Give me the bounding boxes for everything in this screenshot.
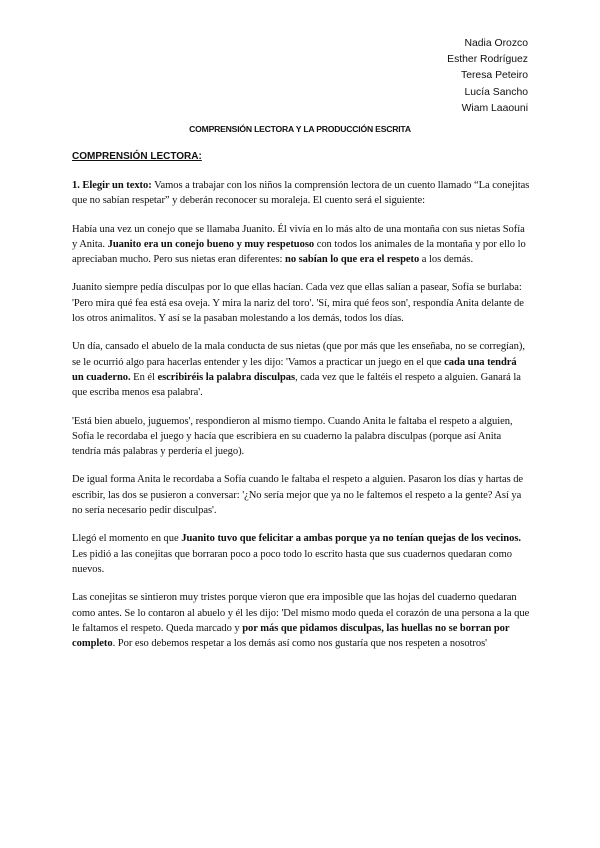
- paragraph: [72, 590, 530, 651]
- bold-text: no sabían lo que era el respeto: [285, 254, 420, 266]
- author-list: [447, 36, 528, 117]
- bold-text: cada una tendrá un cuaderno.: [72, 356, 517, 383]
- text-run: Vamos a trabajar con los niños la comprensión lectora de un cuento llamado “La conejitas que no sabían respetar” y deberán reconocer su moraleja. El cuento será el siguiente:: [72, 180, 530, 207]
- paragraph: [72, 414, 530, 460]
- text-run: con todos los animales de la montaña y por ello lo apreciaban mucho. Pero sus nietas eran diferentes:: [72, 238, 526, 266]
- section-heading: COMPRENSIÓN LECTORA:: [72, 151, 202, 162]
- paragraph: [72, 531, 530, 577]
- author-name: Lucía Sancho: [464, 86, 528, 98]
- text-run: Las conejitas se sintieron muy tristes porque vieron que era imposible que las hojas del cuaderno quedaran como antes. Se lo contaron al abuelo y él les dijo: 'Del mismo modo queda el corazón de una persona a la que le faltamos el respeto. Queda marcado y: [72, 592, 530, 634]
- author-name: Nadia Orozco: [464, 38, 528, 49]
- paragraph: [72, 339, 530, 400]
- author-name: Wiam Laaouni: [461, 102, 528, 114]
- text-run: Les pidió a las conejitas que borraran poco a poco todo lo escrito hasta que sus cuadernos quedaran como nuevos.: [72, 548, 512, 575]
- author-name: Teresa Peteiro: [461, 70, 528, 82]
- text-run: En él: [130, 371, 158, 383]
- text-run: 'Está bien abuelo, juguemos', respondieron al mismo tiempo. Cuando Anita le faltaba el respeto a alguien, Sofía le recordaba el juego y hacía que escribiera en su cuaderno la palabra disculpas (porque así Anita tendría más palabras y perdería el juego).: [72, 415, 513, 458]
- bold-text: por más que pidamos disculpas, las huellas no se borran por completo: [72, 622, 510, 650]
- bold-text: escribiréis la palabra disculpas: [157, 371, 296, 383]
- paragraph: [72, 222, 530, 268]
- text-run: Había una vez un conejo que se llamaba Juanito. Él vivía en lo más alto de una montaña con sus nietas Sofía y Anita.: [72, 223, 525, 250]
- paragraph: [72, 280, 530, 326]
- paragraph: [72, 178, 530, 209]
- text-run: Un día, cansado el abuelo de la mala conducta de sus nietas (que por más que les enseñaba, no se corregían), se le ocurrió algo para hacerlas entender y les dijo: 'Vamos a practicar un juego en el que: [72, 341, 525, 368]
- bold-text: 1. Elegir un texto:: [72, 180, 152, 191]
- author-name: Esther Rodríguez: [447, 54, 528, 66]
- text-run: Juanito siempre pedía disculpas por lo que ellas hacían. Cada vez que ellas salían a pasear, Sofía se burlaba: 'Pero mira qué fea está esa oveja. Y mira la nariz del toro'. 'Sí, mira qué feos son', respondía Anita delante de los otros animalitos. Y así se la pasaban molestando a los demás, todos los días.: [72, 282, 524, 325]
- text-run: , cada vez que le faltéis el respeto a alguien. Ganará la que escriba menos esa palabra'.: [72, 371, 521, 399]
- text-run: Llegó el momento en que: [72, 533, 182, 545]
- text-run: a los demás.: [419, 254, 474, 266]
- bold-text: Juanito era un conejo bueno y muy respetuoso: [107, 238, 315, 250]
- text-run: . Por eso debemos respetar a los demás así como nos gustaría que nos respeten a nosotros': [112, 638, 488, 650]
- paragraph: [72, 472, 530, 518]
- bold-text: Juanito tuvo que felicitar a ambas porque ya no tenían quejas de los vecinos.: [181, 533, 521, 545]
- text-run: De igual forma Anita le recordaba a Sofía cuando le faltaba el respeto a alguien. Pasaron los días y hartas de escribir, las dos se pusieron a conversar: '¿No sería mejor que ya no le faltemos el respeto a la gente? Así ya no sería necesario pedir disculpas'.: [72, 474, 524, 517]
- story-body: [72, 178, 530, 664]
- document-title: COMPRENSIÓN LECTORA Y LA PRODUCCIÓN ESCRITA: [189, 124, 411, 134]
